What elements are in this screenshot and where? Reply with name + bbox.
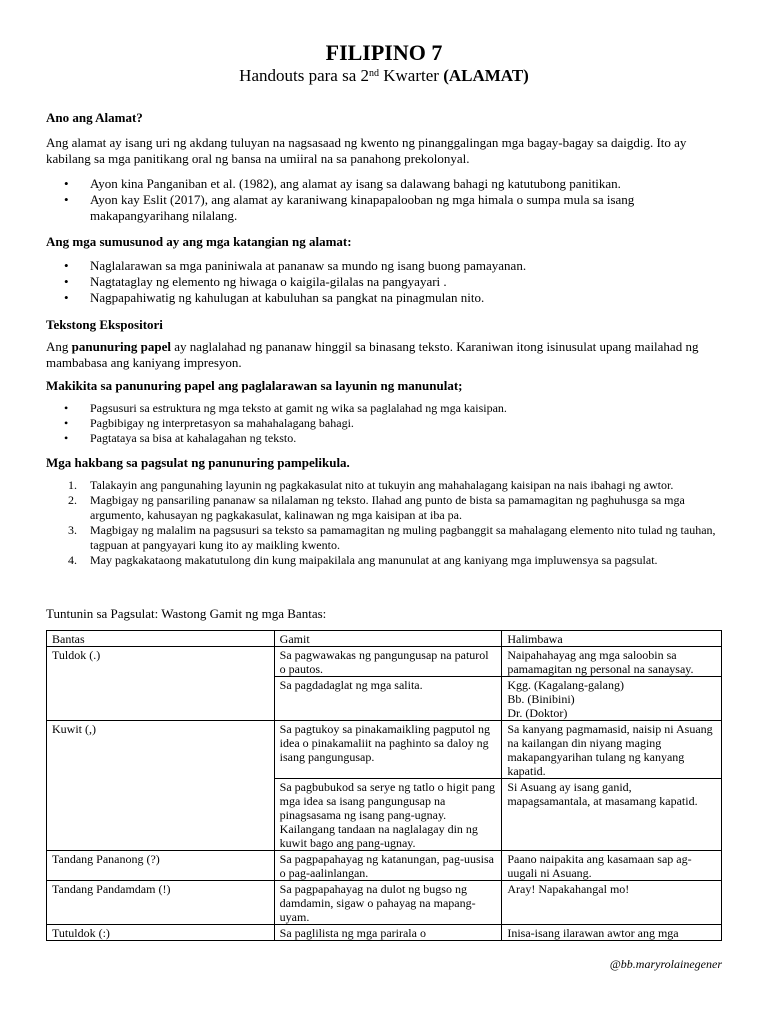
footer-credit: @bb.maryrolainegener bbox=[609, 957, 722, 971]
gamit-cell: Sa paglilista ng mga parirala o bbox=[274, 925, 502, 941]
makikita-bullets bbox=[46, 401, 722, 446]
alamat-bullets bbox=[46, 176, 722, 224]
halimbawa-cell: Paano naipakita ang kasamaan sap ag-uugali ni Asuang. bbox=[502, 851, 722, 881]
table-header-row bbox=[47, 631, 722, 647]
heading-ano-ang-alamat: Ano ang Alamat? bbox=[46, 110, 143, 125]
gamit-cell: Sa pagpapahayag ng katanungan, pag-uusisa o pag-aalinlangan. bbox=[274, 851, 502, 881]
para-start: Ang bbox=[46, 339, 72, 354]
list-item: • Naglalarawan sa mga paniniwala at pananaw sa mundo ng isang buong pamayanan. bbox=[46, 258, 722, 274]
panunuring-papel-para bbox=[46, 339, 722, 371]
table-row bbox=[47, 647, 722, 677]
bantas-cell: Tandang Pananong (?) bbox=[47, 851, 275, 881]
list-item: • Pagbibigay ng interpretasyon sa mahahalagang bahagi. bbox=[46, 416, 722, 431]
list-item: • Nagtataglay ng elemento ng hiwaga o kaigila-gilalas na pangyayari . bbox=[46, 274, 722, 290]
table-row bbox=[47, 851, 722, 881]
header-halimbawa: Halimbawa bbox=[502, 631, 722, 647]
alamat-definition: Ang alamat ay isang uri ng akdang tuluyan na nagsasaad ng kwento ng pinanggalingan mga bagay-bagay sa daigdig. Ito ay kabilang sa mga panitikang oral ng bansa na umiiral na sa panahong prekolonyal. bbox=[46, 135, 687, 166]
bantas-cell: Kuwit (,) bbox=[47, 721, 275, 851]
bantas-cell: Tutuldok (:) bbox=[47, 925, 275, 941]
bantas-cell: Tandang Pandamdam (!) bbox=[47, 881, 275, 925]
table-row bbox=[47, 925, 722, 941]
step-number: 3. bbox=[68, 523, 77, 537]
halimbawa-line: Dr. (Doktor) bbox=[507, 706, 568, 720]
subtitle-kwarter: Kwarter bbox=[379, 66, 444, 85]
table-row bbox=[47, 881, 722, 925]
step-text: May pagkakataong makatutulong din kung maipakilala ang manunulat at ang kaniyang mga impluwensya sa pagsulat. bbox=[90, 553, 658, 567]
step-text: Magbigay ng malalim na pagsusuri sa teksto sa pamamagitan ng muling pagbanggit sa mahalagang elemento nito tulad ng tauhan, tagpuan at pangyayari kung ito ay maikling kwento. bbox=[90, 523, 716, 552]
list-item bbox=[46, 523, 722, 553]
halimbawa-line: Kgg. (Kagalang-galang) bbox=[507, 678, 624, 692]
heading-katangian: Ang mga sumusunod ay ang mga katangian ng alamat: bbox=[46, 234, 352, 249]
halimbawa-cell: Naipahahayag ang mga saloobin sa pamamagitan ng personal na sanaysay. bbox=[502, 647, 722, 677]
bantas-table-wrap bbox=[46, 630, 722, 941]
header-gamit: Gamit bbox=[274, 631, 502, 647]
halimbawa-cell: Sa kanyang pagmamasid, naisip ni Asuang na kailangan din niyang maging makapangyarihan tulang ng kanyang kapatid. bbox=[502, 721, 722, 779]
list-item: • Pagsusuri sa estruktura ng mga teksto at gamit ng wika sa paglalahad ng mga kaisipan. bbox=[46, 401, 722, 416]
gamit-cell: Sa pagpapahayag na dulot ng bugso ng damdamin, sigaw o pahayag na mapang-uyam. bbox=[274, 881, 502, 925]
list-item bbox=[46, 478, 722, 493]
table-caption: Tuntunin sa Pagsulat: Wastong Gamit ng mga Bantas: bbox=[46, 606, 327, 621]
halimbawa-line: Bb. (Binibini) bbox=[507, 692, 575, 706]
gamit-cell: Sa pagtukoy sa pinakamaikling pagputol ng idea o pinakamaliit na paghinto sa daloy ng isang pangungusap. bbox=[274, 721, 502, 779]
heading-tekstong-ekspositori: Tekstong Ekspositori bbox=[46, 317, 163, 332]
page-subtitle bbox=[46, 65, 722, 87]
halimbawa-cell: Inisa-isang ilarawan awtor ang mga bbox=[502, 925, 722, 941]
list-item bbox=[46, 493, 722, 523]
heading-makikita: Makikita sa panunuring papel ang paglalarawan sa layunin ng manunulat; bbox=[46, 378, 463, 393]
halimbawa-cell: Si Asuang ay isang ganid, mapagsamantala, at masamang kapatid. bbox=[502, 779, 722, 851]
step-number: 1. bbox=[68, 478, 77, 492]
gamit-cell: Sa pagwawakas ng pangungusap na paturol o pautos. bbox=[274, 647, 502, 677]
list-item: • Pagtataya sa bisa at kahalagahan ng teksto. bbox=[46, 431, 722, 446]
gamit-cell: Sa pagbubukod sa serye ng tatlo o higit pang mga idea sa isang pangungusap na pinagsasama ng isang pang-ugnay. Kailangang tandaan na naglalagay din ng kuwit bago ang pang-ugnay. bbox=[274, 779, 502, 851]
subtitle-superscript: nd bbox=[369, 68, 379, 79]
step-number: 4. bbox=[68, 553, 77, 567]
subtitle-bold: (ALAMAT) bbox=[443, 66, 529, 85]
para-bold-term: panunuring papel bbox=[71, 339, 171, 354]
halimbawa-cell: Aray! Napakahangal mo! bbox=[502, 881, 722, 925]
subtitle-text: Handouts para sa 2 bbox=[239, 66, 369, 85]
list-item: • Ayon kay Eslit (2017), ang alamat ay karaniwang kinapapalooban ng mga himala o sumpa mula sa isang makapangyarihang nilalang. bbox=[46, 192, 722, 224]
bantas-table bbox=[46, 630, 722, 941]
para-rest: ay naglalahad ng pananaw hinggil sa binasang teksto. Karaniwan itong isinusulat upang mailahad ng mambabasa ang kaniyang impresyon. bbox=[46, 339, 699, 370]
step-text: Talakayin ang pangunahing layunin ng pagkakasulat nito at tukuyin ang mahahalagang kaisipan na nais ibahagi ng awtor. bbox=[90, 478, 674, 492]
katangian-bullets bbox=[46, 258, 722, 306]
page-title: FILIPINO 7 bbox=[325, 40, 443, 65]
list-item: • Ayon kina Panganiban et al. (1982), ang alamat ay isang sa dalawang bahagi ng katutubong panitikan. bbox=[46, 176, 722, 192]
list-item: • Nagpapahiwatig ng kahulugan at kabuluhan sa pangkat na pinagmulan nito. bbox=[46, 290, 722, 306]
gamit-cell: Sa pagdadaglat ng mga salita. bbox=[274, 677, 502, 721]
heading-mga-hakbang: Mga hakbang sa pagsulat ng panunuring pampelikula. bbox=[46, 455, 350, 470]
step-text: Magbigay ng pansariling pananaw sa nilalaman ng teksto. Ilahad ang punto de bista sa pamamagitan ng paghuhusga sa mga argumento, kahusayan ng pagkakasulat, kalinawan ng mga kaisipan at iba pa. bbox=[90, 493, 685, 522]
hakbang-steps bbox=[46, 478, 722, 568]
table-row bbox=[47, 721, 722, 779]
list-item bbox=[46, 553, 722, 568]
bantas-cell: Tuldok (.) bbox=[47, 647, 275, 721]
step-number: 2. bbox=[68, 493, 77, 507]
halimbawa-cell bbox=[502, 677, 722, 721]
header-bantas: Bantas bbox=[47, 631, 275, 647]
